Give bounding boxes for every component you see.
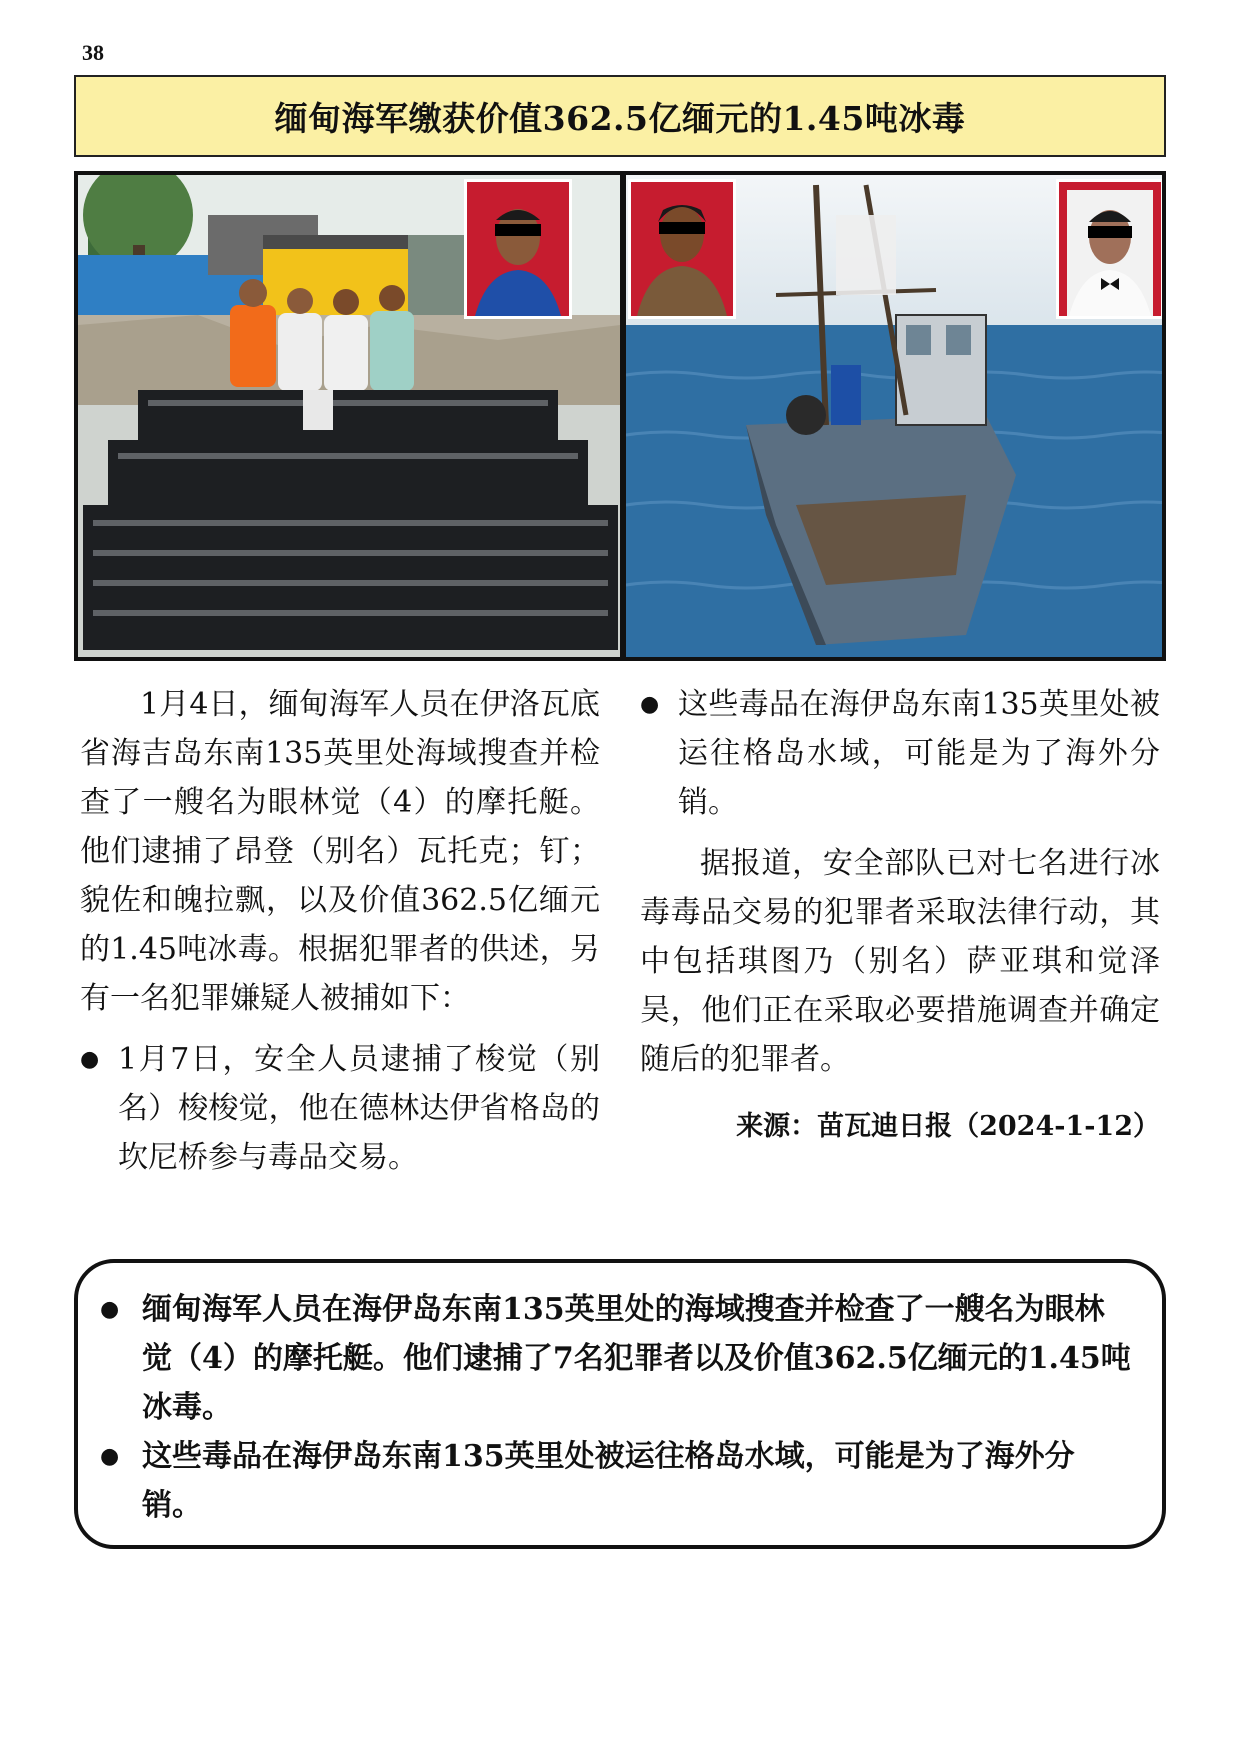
- summary-text: 这些毒品在海伊岛东南135英里处被运往格岛水域，可能是为了海外分销。: [142, 1439, 1075, 1523]
- summary-item: [100, 1285, 1134, 1432]
- title-banner: [74, 75, 1166, 157]
- article-left-column: [80, 680, 600, 1182]
- bullet-text: 这些毒品在海伊岛东南135英里处被运往格岛水域，可能是为了海外分销。: [678, 687, 1160, 820]
- bullet-dot-icon: ●: [80, 1047, 100, 1072]
- bullet-dot-icon: ●: [100, 1444, 120, 1469]
- article-right-column: [640, 680, 1160, 1151]
- seized-drugs-photo: [78, 175, 620, 657]
- fishing-boat-photo: [626, 175, 1162, 657]
- bullet-dot-icon: ●: [640, 692, 660, 717]
- photo-strip: [74, 171, 1166, 661]
- article-paragraph-2: 据报道，安全部队已对七名进行冰毒毒品交易的犯罪者采取法律行动，其中包括琪图乃（别名）萨亚琪和觉泽吴，他们正在采取必要措施调查并确定随后的犯罪者。: [640, 846, 1160, 1077]
- article-source: 来源：苗瓦迪日报（2024-1-12）: [736, 1111, 1160, 1142]
- summary-item: [100, 1432, 1134, 1530]
- page-title: 缅甸海军缴获价值362.5亿缅元的1.45吨冰毒: [274, 98, 966, 138]
- suspect-mugshot-2: [628, 179, 736, 319]
- article-bullet-left: [80, 1035, 600, 1182]
- suspect-mugshot-3: [1056, 179, 1162, 319]
- summary-text: 缅甸海军人员在海伊岛东南135英里处的海域搜查并检查了一艘名为眼林觉（4）的摩托艇。他们逮捕了7名犯罪者以及价值362.5亿缅元的1.45吨冰毒。: [142, 1292, 1131, 1425]
- page-number: 38: [82, 40, 104, 65]
- suspect-mugshot-1: [464, 179, 572, 319]
- article-bullet-right: [640, 680, 1160, 827]
- summary-box: [74, 1259, 1166, 1549]
- bullet-text: 1月7日，安全人员逮捕了梭觉（别名）梭梭觉，他在德林达伊省格岛的坎尼桥参与毒品交易。: [118, 1042, 600, 1175]
- bullet-dot-icon: ●: [100, 1297, 120, 1322]
- article-paragraph-1: 1月4日，缅甸海军人员在伊洛瓦底省海吉岛东南135英里处海域搜查并检查了一艘名为眼林觉（4）的摩托艇。他们逮捕了昂登（别名）瓦托克；钉；貌佐和魄拉飘，以及价值362.5亿缅元的1.45吨冰毒。根据犯罪者的供述，另有一名犯罪嫌疑人被捕如下：: [80, 687, 600, 1016]
